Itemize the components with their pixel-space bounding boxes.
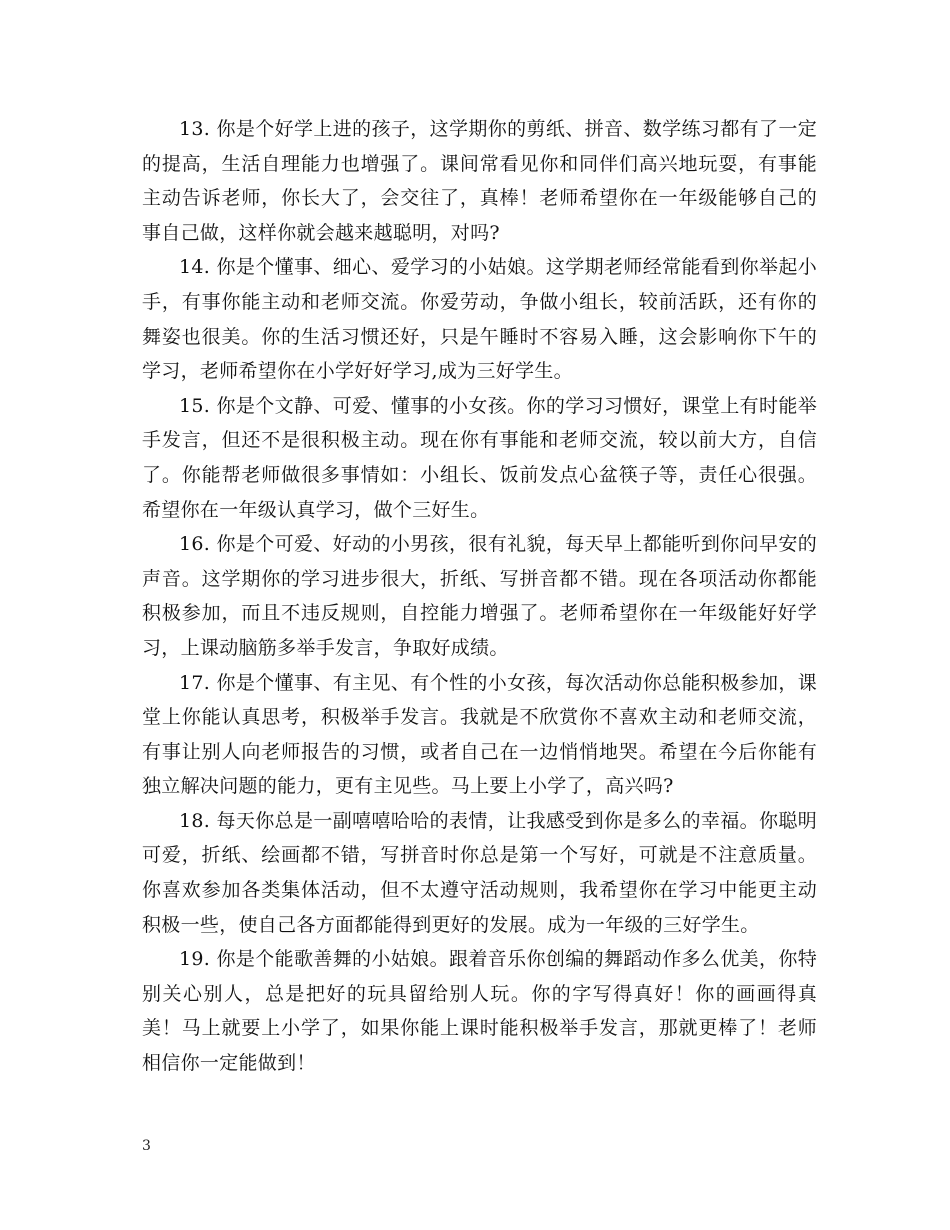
comment-paragraph-19: 19. 你是个能歌善舞的小姑娘。跟着音乐你创编的舞蹈动作多么优美，你特别关心别人，总是把好的玩具留给别人玩。你的字写得真好！你的画画得真美！马上就要上小学了，如果你能上课时能积极举手发言，那就更棒了！老师相信你一定能做到！: [142, 948, 817, 1075]
document-body: [142, 112, 817, 1081]
comment-paragraph-14: 14. 你是个懂事、细心、爱学习的小姑娘。这学期老师经常能看到你举起小手，有事你能主动和老师交流。你爱劳动，争做小组长，较前活跃，还有你的舞姿也很美。你的生活习惯还好，只是午睡时不容易入睡，这会影响你下午的学习，老师希望你在小学好好学习,成为三好学生。: [142, 256, 817, 383]
comment-paragraph-13: 13. 你是个好学上进的孩子，这学期你的剪纸、拼音、数学练习都有了一定的提高，生活自理能力也增强了。课间常看见你和同伴们高兴地玩耍，有事能主动告诉老师，你长大了，会交往了，真棒！老师希望你在一年级能够自己的事自己做，这样你就会越来越聪明，对吗?: [142, 118, 817, 244]
comment-paragraph-18: 18. 每天你总是一副嘻嘻哈哈的表情，让我感受到你是多么的幸福。你聪明可爱，折纸、绘画都不错，写拼音时你总是第一个写好，可就是不注意质量。你喜欢参加各类集体活动，但不太遵守活动规则，我希望你在学习中能更主动积极一些，使自己各方面都能得到更好的发展。成为一年级的三好学生。: [142, 809, 817, 936]
comment-paragraph-17: 17. 你是个懂事、有主见、有个性的小女孩，每次活动你总能积极参加，课堂上你能认真思考，积极举手发言。我就是不欣赏你不喜欢主动和老师交流，有事让别人向老师报告的习惯，或者自己在一边悄悄地哭。希望在今后你能有独立解决问题的能力，更有主见些。马上要上小学了，高兴吗?: [142, 671, 817, 798]
comment-paragraph-15: 15. 你是个文静、可爱、懂事的小女孩。你的学习习惯好，课堂上有时能举手发言，但还不是很积极主动。现在你有事能和老师交流，较以前大方，自信了。你能帮老师做很多事情如：小组长、饭前发点心盆筷子等，责任心很强。希望你在一年级认真学习，做个三好生。: [142, 394, 817, 521]
page-number: 3: [142, 1138, 151, 1154]
comment-paragraph-16: 16. 你是个可爱、好动的小男孩，很有礼貌，每天早上都能听到你问早安的声音。这学期你的学习进步很大，折纸、写拼音都不错。现在各项活动你都能积极参加，而且不违反规则，自控能力增强了。老师希望你在一年级能好好学习，上课动脑筋多举手发言，争取好成绩。: [142, 533, 817, 659]
